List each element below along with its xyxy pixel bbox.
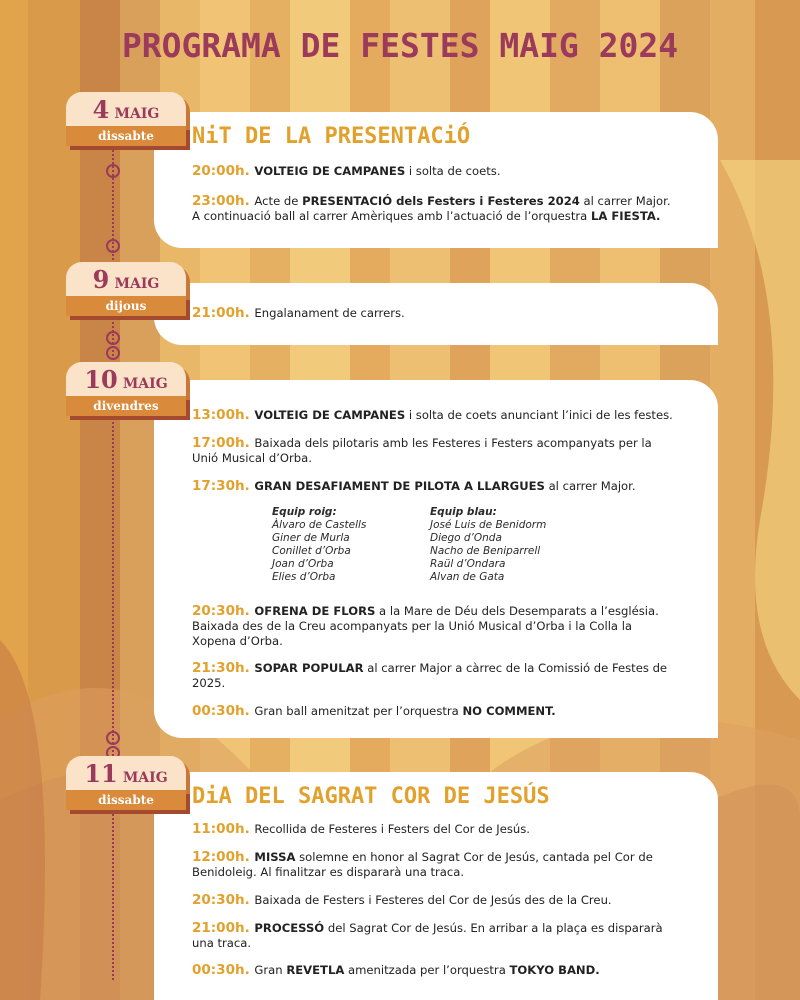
entry-highlight: VOLTEIG DE CAMPANES — [254, 408, 406, 422]
date-badge-4 — [66, 92, 186, 146]
player-name: José Luis de Benidorm — [430, 519, 547, 531]
page-title: PROGRAMA DE FESTES MAIG 2024 — [121, 26, 679, 65]
schedule-entry — [192, 850, 678, 880]
player-name: Raül d’Ondara — [430, 558, 506, 570]
player-name: Àlvaro de Castells — [272, 519, 367, 531]
day-number: 10 — [84, 365, 118, 394]
entry-text: al carrer Major. — [544, 479, 636, 493]
date-badge-9 — [66, 262, 186, 316]
schedule-entry — [192, 408, 678, 423]
entry-highlight: TOKYO BAND. — [509, 963, 600, 977]
entry-text: del Sagrat Cor de Jesús. En arribar a la plaça es dispararà una traca. — [192, 921, 663, 950]
player-name: Diego d’Onda — [430, 532, 502, 544]
date-badge-10 — [66, 362, 186, 416]
month-label: MAIG — [114, 276, 160, 292]
team-label: Equip roig: — [272, 506, 337, 518]
entry-text: i solta de coets. — [405, 164, 501, 178]
schedule-entry — [192, 893, 678, 908]
entry-highlight: PRESENTACIÓ dels Festers i Festeres 2024 — [302, 194, 580, 208]
day-number: 11 — [84, 759, 118, 788]
card-heading: DiA DEL SAGRAT COR DE JESÚS — [192, 784, 550, 809]
timeline-ring — [106, 731, 120, 745]
teams-list — [270, 506, 590, 586]
player-name: Giner de Murla — [272, 532, 350, 544]
weekday-label: dissabte — [66, 790, 186, 810]
entry-text: Baixada dels pilotaris amb les Festeres i Festers acompanyats per la Unió Musical d’Orba. — [192, 436, 652, 465]
entry-text: solemne en honor al Sagrat Cor de Jesús, cantada pel Cor de Benidoleig. Al finalitzar es dispararà una traca. — [192, 850, 653, 879]
day-number: 9 — [92, 265, 110, 294]
schedule-entry — [192, 194, 678, 224]
team-label: Equip blau: — [430, 506, 497, 518]
month-label: MAIG — [122, 376, 168, 392]
entry-time: 11:00h. — [192, 821, 255, 837]
player-name: Nacho de Beniparrell — [430, 545, 541, 557]
timeline-ring — [106, 346, 120, 360]
entry-highlight: REVETLA — [286, 963, 345, 977]
weekday-label: dijous — [66, 296, 186, 316]
team-red — [272, 506, 366, 584]
timeline-ring — [106, 331, 120, 345]
schedule-entry — [192, 661, 678, 691]
entry-time: 17:30h. — [192, 478, 255, 494]
schedule-entry — [192, 306, 678, 321]
entry-time: 23:00h. — [192, 193, 255, 209]
day-card-4 — [154, 112, 718, 248]
entry-text: a la Mare de Déu dels Desemparats a l’església. Baixada des de la Creu acompanyats per la Unió Musical d’Orba i la Colla la Xopena d’Orba. — [192, 604, 659, 648]
day-card-10 — [154, 380, 718, 738]
entry-highlight: PROCESSÓ — [254, 921, 325, 935]
entry-time: 20:30h. — [192, 603, 255, 619]
entry-highlight: NO COMMENT. — [462, 704, 556, 718]
weekday-label: dissabte — [66, 126, 186, 146]
entry-time: 20:30h. — [192, 892, 255, 908]
schedule-entry — [192, 164, 678, 179]
entry-text: Recollida de Festeres i Festers del Cor de Jesús. — [254, 822, 530, 836]
day-card-9 — [154, 283, 718, 345]
entry-time: 21:00h. — [192, 305, 255, 321]
team-blue — [430, 506, 546, 584]
entry-highlight: MISSA — [254, 850, 296, 864]
player-name: Alvan de Gata — [430, 571, 505, 583]
weekday-label: divendres — [66, 396, 186, 416]
entry-text: i solta de coets anunciant l’inici de les festes. — [405, 408, 673, 422]
entry-highlight: OFRENA DE FLORS — [254, 604, 376, 618]
schedule-entry — [192, 963, 678, 978]
entry-time: 17:00h. — [192, 435, 255, 451]
entry-time: 12:00h. — [192, 849, 255, 865]
day-card-11 — [154, 772, 718, 1000]
entry-text: amenitzada per l’orquestra — [344, 963, 510, 977]
entry-text: Engalanament de carrers. — [254, 306, 405, 320]
entry-highlight: SOPAR POPULAR — [254, 661, 364, 675]
schedule-entry — [192, 604, 678, 649]
entry-text: Acte de — [254, 194, 303, 208]
card-heading: NiT DE LA PRESENTACiÓ — [192, 124, 471, 149]
day-number: 4 — [92, 95, 110, 124]
entry-highlight: VOLTEIG DE CAMPANES — [254, 164, 406, 178]
player-name: Joan d’Orba — [272, 558, 334, 570]
schedule-entry — [192, 436, 678, 466]
entry-text: al carrer Major a càrrec de la Comissió de Festes de 2025. — [192, 661, 668, 690]
entry-time: 00:30h. — [192, 962, 255, 978]
entry-text: Baixada de Festers i Festeres del Cor de Jesús des de la Creu. — [254, 893, 612, 907]
entry-highlight: GRAN DESAFIAMENT DE PILOTA A LLARGUES — [254, 479, 545, 493]
entry-time: 20:00h. — [192, 163, 255, 179]
entry-text: Gran ball amenitzat per l’orquestra — [254, 704, 463, 718]
player-name: Conillet d’Orba — [272, 545, 351, 557]
month-label: MAIG — [122, 770, 168, 786]
timeline-ring — [106, 164, 120, 178]
entry-text: al carrer Major. A continuació ball al carrer Amèriques amb l’actuació de l’orquestra — [192, 194, 671, 223]
entry-time: 13:00h. — [192, 407, 255, 423]
timeline-ring — [106, 239, 120, 253]
schedule-entry — [192, 822, 678, 837]
month-label: MAIG — [114, 106, 160, 122]
entry-text: Gran — [254, 963, 287, 977]
schedule-entry — [192, 921, 678, 951]
entry-time: 21:00h. — [192, 920, 255, 936]
entry-time: 21:30h. — [192, 660, 255, 676]
entry-time: 00:30h. — [192, 703, 255, 719]
schedule-entry — [192, 704, 678, 719]
player-name: Elies d’Orba — [272, 571, 336, 583]
entry-highlight: LA FIESTA. — [590, 209, 661, 223]
date-badge-11 — [66, 756, 186, 810]
schedule-entry — [192, 479, 678, 494]
